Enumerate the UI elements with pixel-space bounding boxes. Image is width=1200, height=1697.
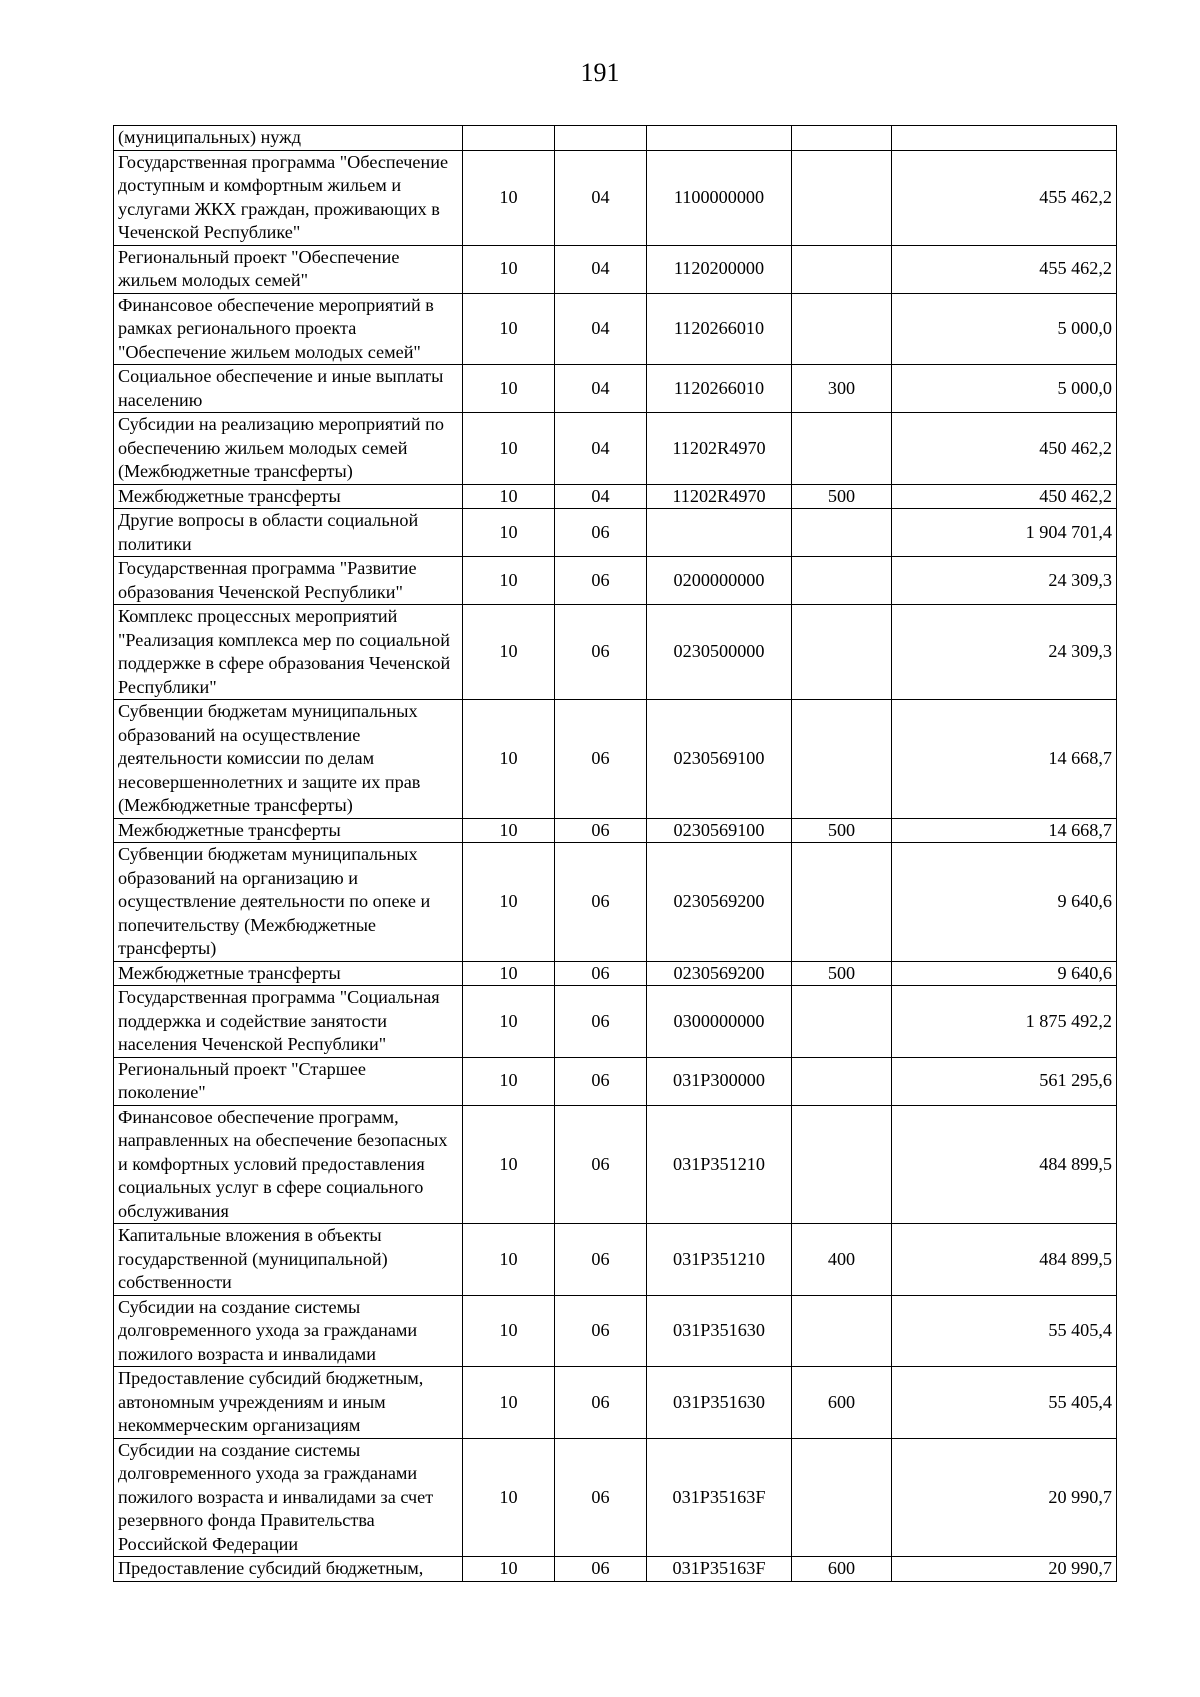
table-row — [114, 365, 1117, 413]
row-section-cell: 10 — [463, 150, 555, 245]
row-target-article-cell: 031P35163F — [647, 1438, 792, 1557]
row-section-cell: 10 — [463, 1438, 555, 1557]
row-name-cell: Межбюджетные трансферты — [114, 961, 463, 986]
row-expense-type-cell: 400 — [792, 1224, 892, 1296]
row-subsection-cell: 06 — [555, 1557, 647, 1582]
row-section-cell: 10 — [463, 1105, 555, 1224]
row-name-cell: Предоставление субсидий бюджетным, — [114, 1557, 463, 1582]
table-row — [114, 1367, 1117, 1439]
row-subsection-cell: 06 — [555, 961, 647, 986]
row-expense-type-cell — [792, 557, 892, 605]
row-section-cell: 10 — [463, 1367, 555, 1439]
row-amount-cell: 20 990,7 — [892, 1557, 1117, 1582]
row-amount-cell: 484 899,5 — [892, 1224, 1117, 1296]
row-subsection-cell: 06 — [555, 1224, 647, 1296]
row-amount-cell: 5 000,0 — [892, 365, 1117, 413]
row-amount-cell: 1 875 492,2 — [892, 986, 1117, 1058]
row-subsection-cell: 04 — [555, 245, 647, 293]
table-row — [114, 1438, 1117, 1557]
row-name-cell: Финансовое обеспечение программ, направленных на обеспечение безопасных и комфортных условий предоставления социальных услуг в сфере социального обслуживания — [114, 1105, 463, 1224]
row-name-cell: Межбюджетные трансферты — [114, 818, 463, 843]
row-amount-cell: 55 405,4 — [892, 1367, 1117, 1439]
row-subsection-cell: 06 — [555, 1367, 647, 1439]
row-name-cell: Государственная программа "Социальная поддержка и содействие занятости населения Чеченской Республики" — [114, 986, 463, 1058]
budget-table — [113, 125, 1117, 1582]
row-expense-type-cell — [792, 1438, 892, 1557]
row-amount-cell: 14 668,7 — [892, 700, 1117, 819]
row-name-cell: Региональный проект "Обеспечение жильем молодых семей" — [114, 245, 463, 293]
row-subsection-cell: 06 — [555, 1438, 647, 1557]
row-expense-type-cell: 500 — [792, 818, 892, 843]
row-target-article-cell: 031P351210 — [647, 1224, 792, 1296]
table-row — [114, 1557, 1117, 1582]
row-amount-cell: 484 899,5 — [892, 1105, 1117, 1224]
row-subsection-cell: 06 — [555, 1057, 647, 1105]
row-target-article-cell: 1120266010 — [647, 365, 792, 413]
row-name-cell: Межбюджетные трансферты — [114, 484, 463, 509]
row-subsection-cell: 06 — [555, 818, 647, 843]
row-name-cell: (муниципальных) нужд — [114, 126, 463, 151]
row-subsection-cell: 04 — [555, 413, 647, 485]
row-name-cell: Другие вопросы в области социальной политики — [114, 509, 463, 557]
row-target-article-cell: 1120266010 — [647, 293, 792, 365]
row-target-article-cell: 031P300000 — [647, 1057, 792, 1105]
row-amount-cell: 450 462,2 — [892, 413, 1117, 485]
budget-table-body — [114, 126, 1117, 1582]
row-section-cell: 10 — [463, 1057, 555, 1105]
row-section-cell: 10 — [463, 986, 555, 1058]
row-name-cell: Финансовое обеспечение мероприятий в рамках регионального проекта "Обеспечение жильем молодых семей" — [114, 293, 463, 365]
row-amount-cell: 9 640,6 — [892, 961, 1117, 986]
row-target-article-cell: 0230569100 — [647, 818, 792, 843]
row-name-cell: Социальное обеспечение и иные выплаты населению — [114, 365, 463, 413]
row-expense-type-cell — [792, 605, 892, 700]
row-name-cell: Государственная программа "Обеспечение доступным и комфортным жильем и услугами ЖКХ граждан, проживающих в Чеченской Республике" — [114, 150, 463, 245]
row-target-article-cell: 031P351210 — [647, 1105, 792, 1224]
row-expense-type-cell — [792, 245, 892, 293]
table-row — [114, 126, 1117, 151]
row-expense-type-cell — [792, 1105, 892, 1224]
row-expense-type-cell — [792, 293, 892, 365]
row-name-cell: Субвенции бюджетам муниципальных образований на осуществление деятельности комиссии по делам несовершеннолетних и защите их прав (Межбюджетные трансферты) — [114, 700, 463, 819]
row-target-article-cell: 0230500000 — [647, 605, 792, 700]
row-amount-cell: 1 904 701,4 — [892, 509, 1117, 557]
row-name-cell: Государственная программа "Развитие образования Чеченской Республики" — [114, 557, 463, 605]
row-target-article-cell: 0230569200 — [647, 843, 792, 962]
row-amount-cell: 455 462,2 — [892, 245, 1117, 293]
row-section-cell: 10 — [463, 961, 555, 986]
row-name-cell: Предоставление субсидий бюджетным, автономным учреждениям и иным некоммерческим организациям — [114, 1367, 463, 1439]
row-name-cell: Комплекс процессных мероприятий "Реализация комплекса мер по социальной поддержке в сфере образования Чеченской Республики" — [114, 605, 463, 700]
table-row — [114, 484, 1117, 509]
row-subsection-cell: 06 — [555, 700, 647, 819]
row-name-cell: Субвенции бюджетам муниципальных образований на организацию и осуществление деятельности по опеке и попечительству (Межбюджетные трансферты) — [114, 843, 463, 962]
row-target-article-cell — [647, 126, 792, 151]
row-expense-type-cell — [792, 413, 892, 485]
table-row — [114, 509, 1117, 557]
row-subsection-cell — [555, 126, 647, 151]
row-section-cell: 10 — [463, 557, 555, 605]
row-section-cell: 10 — [463, 413, 555, 485]
row-expense-type-cell — [792, 1057, 892, 1105]
table-row — [114, 843, 1117, 962]
row-target-article-cell: 1100000000 — [647, 150, 792, 245]
table-row — [114, 961, 1117, 986]
row-target-article-cell: 1120200000 — [647, 245, 792, 293]
row-name-cell: Субсидии на создание системы долговременного ухода за гражданами пожилого возраста и инвалидами — [114, 1295, 463, 1367]
table-row — [114, 605, 1117, 700]
row-name-cell: Региональный проект "Старшее поколение" — [114, 1057, 463, 1105]
row-target-article-cell: 11202R4970 — [647, 413, 792, 485]
row-section-cell: 10 — [463, 605, 555, 700]
row-target-article-cell: 031P351630 — [647, 1295, 792, 1367]
table-row — [114, 1224, 1117, 1296]
row-subsection-cell: 06 — [555, 843, 647, 962]
row-amount-cell: 55 405,4 — [892, 1295, 1117, 1367]
row-amount-cell: 24 309,3 — [892, 605, 1117, 700]
table-row — [114, 1057, 1117, 1105]
row-amount-cell: 455 462,2 — [892, 150, 1117, 245]
row-name-cell: Субсидии на создание системы долговременного ухода за гражданами пожилого возраста и инвалидами за счет резервного фонда Правительства Российской Федерации — [114, 1438, 463, 1557]
row-section-cell: 10 — [463, 1557, 555, 1582]
row-target-article-cell: 0300000000 — [647, 986, 792, 1058]
row-amount-cell — [892, 126, 1117, 151]
row-expense-type-cell — [792, 1295, 892, 1367]
table-row — [114, 986, 1117, 1058]
row-target-article-cell: 031P35163F — [647, 1557, 792, 1582]
table-row — [114, 818, 1117, 843]
row-expense-type-cell: 500 — [792, 484, 892, 509]
row-amount-cell: 450 462,2 — [892, 484, 1117, 509]
row-subsection-cell: 06 — [555, 1105, 647, 1224]
row-target-article-cell: 0200000000 — [647, 557, 792, 605]
table-row — [114, 700, 1117, 819]
row-amount-cell: 5 000,0 — [892, 293, 1117, 365]
row-section-cell: 10 — [463, 509, 555, 557]
row-expense-type-cell: 600 — [792, 1557, 892, 1582]
row-expense-type-cell: 300 — [792, 365, 892, 413]
row-expense-type-cell — [792, 150, 892, 245]
row-subsection-cell: 06 — [555, 509, 647, 557]
table-row — [114, 1295, 1117, 1367]
page-number: 191 — [580, 58, 620, 87]
table-row — [114, 413, 1117, 485]
row-section-cell: 10 — [463, 245, 555, 293]
row-subsection-cell: 04 — [555, 484, 647, 509]
row-subsection-cell: 04 — [555, 150, 647, 245]
row-amount-cell: 24 309,3 — [892, 557, 1117, 605]
table-row — [114, 557, 1117, 605]
row-section-cell: 10 — [463, 365, 555, 413]
row-target-article-cell: 031P351630 — [647, 1367, 792, 1439]
row-name-cell: Субсидии на реализацию мероприятий по обеспечению жильем молодых семей (Межбюджетные трансферты) — [114, 413, 463, 485]
row-section-cell: 10 — [463, 818, 555, 843]
row-target-article-cell: 0230569200 — [647, 961, 792, 986]
table-row — [114, 1105, 1117, 1224]
row-expense-type-cell — [792, 509, 892, 557]
row-target-article-cell — [647, 509, 792, 557]
row-section-cell — [463, 126, 555, 151]
row-subsection-cell: 04 — [555, 365, 647, 413]
row-amount-cell: 14 668,7 — [892, 818, 1117, 843]
row-section-cell: 10 — [463, 1224, 555, 1296]
row-subsection-cell: 06 — [555, 986, 647, 1058]
row-expense-type-cell: 600 — [792, 1367, 892, 1439]
row-subsection-cell: 06 — [555, 557, 647, 605]
row-section-cell: 10 — [463, 700, 555, 819]
row-subsection-cell: 04 — [555, 293, 647, 365]
row-amount-cell: 20 990,7 — [892, 1438, 1117, 1557]
row-section-cell: 10 — [463, 1295, 555, 1367]
row-expense-type-cell: 500 — [792, 961, 892, 986]
row-section-cell: 10 — [463, 293, 555, 365]
row-section-cell: 10 — [463, 843, 555, 962]
row-name-cell: Капитальные вложения в объекты государственной (муниципальной) собственности — [114, 1224, 463, 1296]
row-subsection-cell: 06 — [555, 1295, 647, 1367]
table-row — [114, 245, 1117, 293]
row-section-cell: 10 — [463, 484, 555, 509]
row-expense-type-cell — [792, 843, 892, 962]
row-target-article-cell: 0230569100 — [647, 700, 792, 819]
row-subsection-cell: 06 — [555, 605, 647, 700]
row-expense-type-cell — [792, 126, 892, 151]
table-row — [114, 150, 1117, 245]
table-row — [114, 293, 1117, 365]
row-amount-cell: 9 640,6 — [892, 843, 1117, 962]
row-expense-type-cell — [792, 986, 892, 1058]
row-target-article-cell: 11202R4970 — [647, 484, 792, 509]
row-expense-type-cell — [792, 700, 892, 819]
row-amount-cell: 561 295,6 — [892, 1057, 1117, 1105]
